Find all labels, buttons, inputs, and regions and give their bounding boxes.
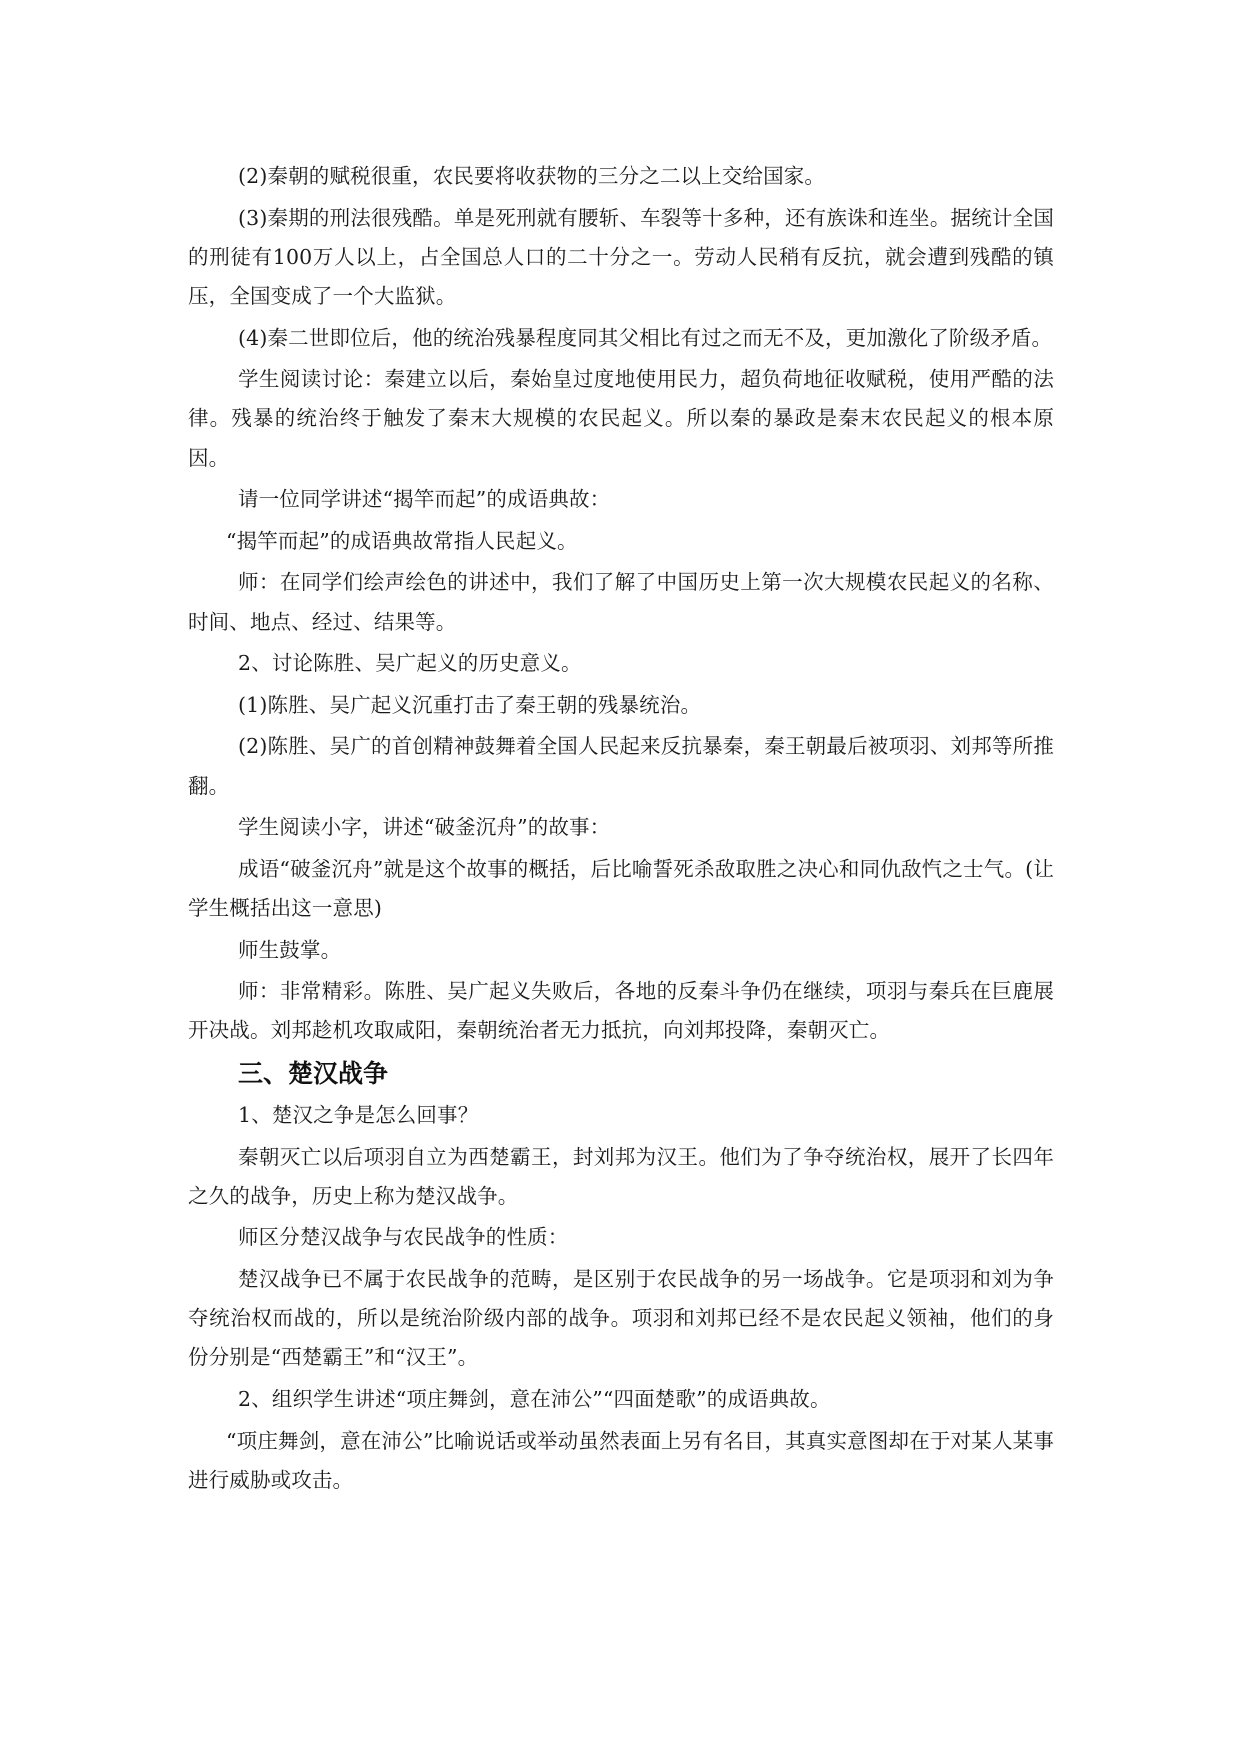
paragraph: 师生鼓掌。 <box>238 937 342 962</box>
section-heading: 三、楚汉战争 <box>238 1058 389 1088</box>
paragraph: 学生阅读小字，讲述“破釜沉舟”的故事： <box>238 815 611 840</box>
paragraph: 请一位同学讲述“揭竿而起”的成语典故： <box>238 487 611 512</box>
paragraph: (3)秦期的刑法很残酷。单是死刑就有腰斩、车裂等十多种，还有族诛和连坐。据统计全国的刑徒有100万人以上，占全国总人口的二十分之一。劳动人民稍有反抗，就会遭到残酷的镇压，全国变成了一个大监狱。 <box>188 205 1054 308</box>
paragraph: 师区分楚汉战争与农民战争的性质： <box>238 1225 569 1250</box>
paragraph: 2、组织学生讲述“项庄舞剑，意在沛公”“四面楚歌”的成语典故。 <box>238 1386 831 1411</box>
paragraph: 成语“破釜沉舟”就是这个故事的概括，后比喻誓死杀敌取胜之决心和同仇敌忾之士气。(让学生概括出这一意思) <box>188 856 1054 920</box>
paragraph: 楚汉战争已不属于农民战争的范畴，是区别于农民战争的另一场战争。它是项羽和刘为争夺统治权而战的，所以是统治阶级内部的战争。项羽和刘邦已经不是农民起义领袖，他们的身份分别是“西楚霸王”和“汉王”。 <box>188 1266 1054 1370</box>
paragraph: 师：在同学们绘声绘色的讲述中，我们了解了中国历史上第一次大规模农民起义的名称、时间、地点、经过、结果等。 <box>188 570 1054 634</box>
paragraph: 学生阅读讨论：秦建立以后，秦始皇过度地使用民力，超负荷地征收赋税，使用严酷的法律。残暴的统治终于触发了秦末大规模的农民起义。所以秦的暴政是秦末农民起义的根本原因。 <box>188 367 1054 470</box>
paragraph: (2)陈胜、吴广的首创精神鼓舞着全国人民起来反抗暴秦，秦王朝最后被项羽、刘邦等所推翻。 <box>188 734 1054 798</box>
paragraph: 1、楚汉之争是怎么回事？ <box>238 1102 479 1127</box>
paragraph: 秦朝灭亡以后项羽自立为西楚霸王，封刘邦为汉王。他们为了争夺统治权，展开了长四年之久的战争，历史上称为楚汉战争。 <box>188 1144 1054 1208</box>
paragraph: (1)陈胜、吴广起义沉重打击了秦王朝的残暴统治。 <box>238 692 702 717</box>
paragraph: “项庄舞剑，意在沛公”比喻说话或举动虽然表面上另有名目，其真实意图却在于对某人某事进行威胁或攻击。 <box>188 1428 1054 1492</box>
paragraph: (4)秦二世即位后，他的统治残暴程度同其父相比有过之而无不及，更加激化了阶级矛盾。 <box>238 325 1053 350</box>
paragraph: 2、讨论陈胜、吴广起义的历史意义。 <box>238 651 582 676</box>
paragraph: “揭竿而起”的成语典故常指人民起义。 <box>226 528 578 553</box>
paragraph: (2)秦朝的赋税很重，农民要将收获物的三分之二以上交给国家。 <box>238 164 826 188</box>
paragraph: 师：非常精彩。陈胜、吴广起义失败后，各地的反秦斗争仍在继续，项羽与秦兵在巨鹿展开决战。刘邦趁机攻取咸阳，秦朝统治者无力抵抗，向刘邦投降，秦朝灭亡。 <box>188 979 1054 1043</box>
document-page <box>188 157 1054 1502</box>
